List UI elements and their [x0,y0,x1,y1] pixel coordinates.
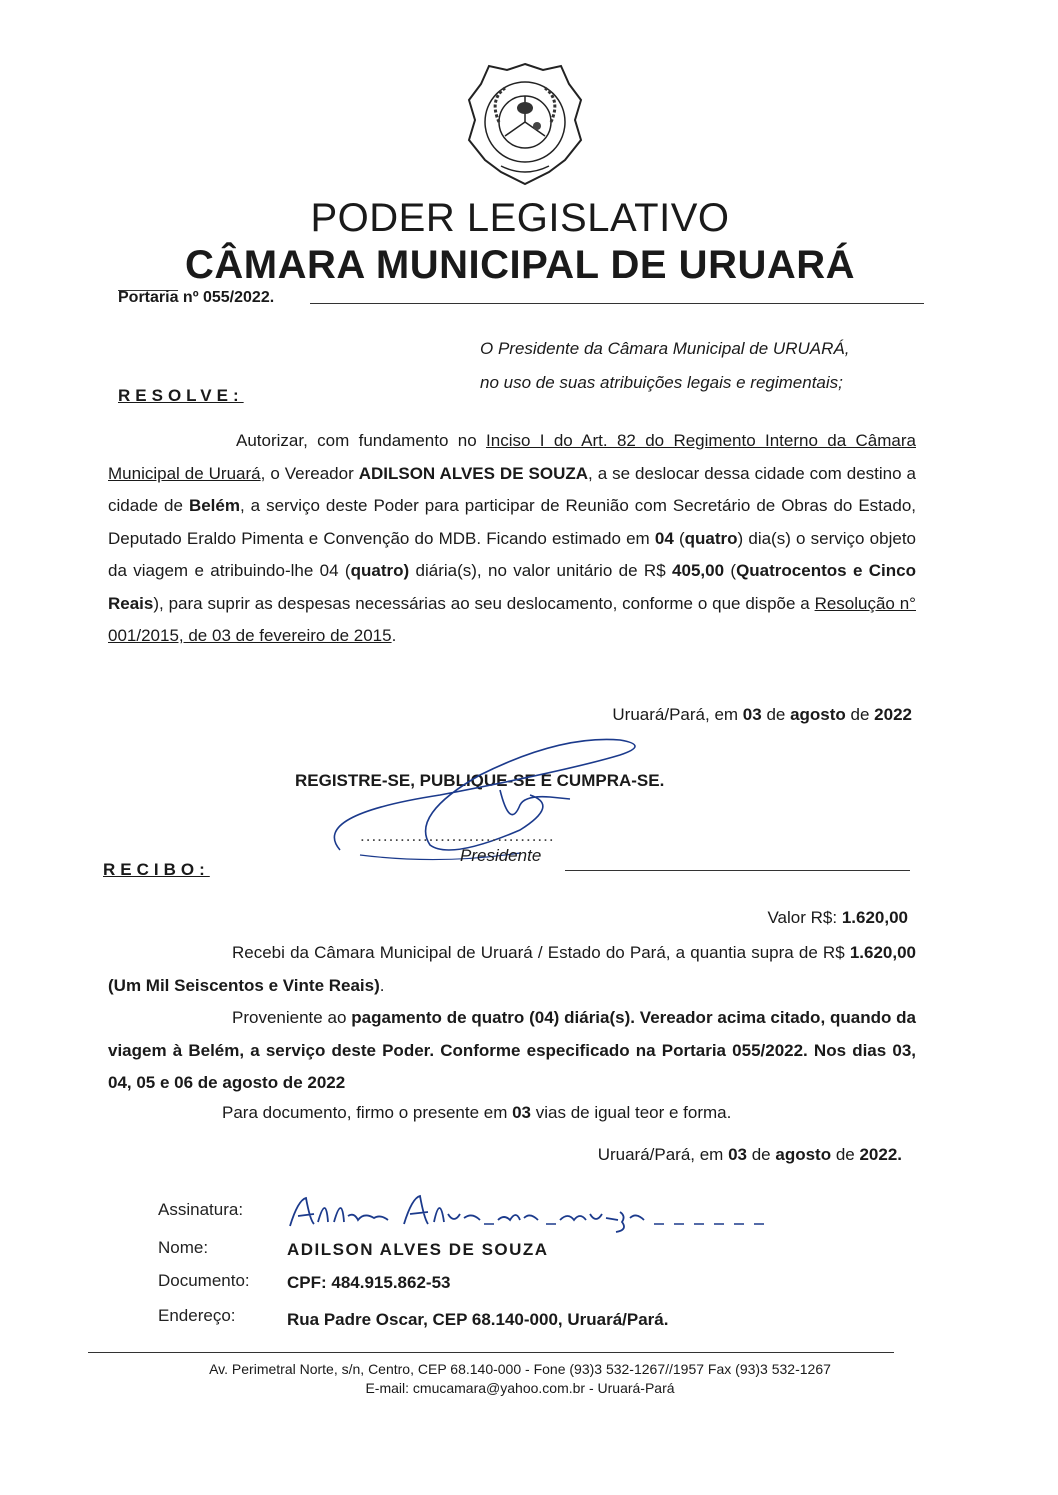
recibo-heading: RECIBO: [103,860,210,879]
documento-label: Documento: [158,1271,250,1290]
title-line1: PODER LEGISLATIVO [310,196,730,240]
nome-label: Nome: [158,1238,209,1257]
intro-text [480,332,920,400]
recibo-valor: Valor R$: 1.620,00 [767,908,908,927]
registre-text: REGISTRE-SE, PUBLIQUE-SE E CUMPRA-SE. [295,771,665,790]
unit-value: 405,00 [672,561,725,580]
documento-value: CPF: 484.915.862-53 [287,1273,451,1292]
municipal-seal [465,60,585,190]
intro-line2: no uso de suas atribuições legais e regimentais; [480,373,843,392]
footer-email: E-mail: cmucamara@yahoo.com.br - Uruará-Pará [365,1380,675,1396]
recibo-date: Uruará/Pará, em 03 de agosto de 2022. [597,1145,902,1164]
president-label: Presidente [460,846,542,865]
footer [100,1360,940,1398]
nome-value: ADILSON ALVES DE SOUZA [287,1240,549,1259]
resolve-paragraph: Autorizar, com fundamento no Inciso I do Art. 82 do Regimento Interno da Câmara Municipal de Uruará, o Vereador ADILSON ALVES DE SOUZA, a se deslocar dessa cidade com destino a cidade de Belém, a serviço deste Poder para participar de Reunião com Secretário de Obras do Estado, Deputado Eraldo Pimenta e Convenção do MDB. Ficando estimado em 04 (quatro) dia(s) o serviço objeto da viagem e atribuindo-lhe 04 (quatro) diária(s), no valor unitário de R$ 405,00 (Quatrocentos e Cinco Reais), para suprir as despesas necessárias ao seu deslocamento, conforme o que dispõe a Resolução n° 001/2015, de 03 de fevereiro de 2015. [108,431,917,645]
portaria-number: Portaria nº 055/2022. [118,289,275,306]
resolve-date: Uruará/Pará, em 03 de agosto de 2022 [612,705,912,724]
title-line2: CÂMARA MUNICIPAL DE URUARÁ [184,243,855,287]
recibo-paragraph-1: Recebi da Câmara Municipal de Uruará / Estado do Pará, a quantia supra de R$ 1.620,00 (Um Mil Seiscentos e Vinte Reais). [108,943,916,995]
endereco-label: Endereço: [158,1306,236,1325]
footer-address: Av. Perimetral Norte, s/n, Centro, CEP 68.140-000 - Fone (93)3 532-1267//1957 Fax (93)3 532-1267 [209,1361,831,1377]
recibo-paragraph-3: Para documento, firmo o presente em 03 vias de igual teor e forma. [222,1103,732,1122]
regimento-reference: Inciso I do Art. 82 do Regimento Interno da Câmara Municipal de Uruará [108,431,916,483]
resolve-heading: RESOLVE: [118,386,244,405]
intro-line1: O Presidente da Câmara Municipal de URUARÁ, [480,339,850,358]
footer-rule [88,1352,894,1353]
header-rule-right [310,303,924,304]
vereador-name: ADILSON ALVES DE SOUZA [358,463,589,483]
destination-city: Belém [188,496,240,515]
assinatura-label: Assinatura: [158,1200,244,1219]
recibo-paragraph-2: Proveniente ao pagamento de quatro (04) diária(s). Vereador acima citado, quando da viagem à Belém, a serviço deste Poder. Conforme especificado na Portaria 055/2022. Nos dias 03, 04, 05 e 06 de agosto de 2022 [108,1008,916,1092]
assinatura-signature [284,1190,774,1238]
signature-dots: .................................. [360,826,555,845]
president-line [565,870,910,871]
resolucao-reference: Resolução n° 001/2015, de 03 de fevereiro de 2015 [108,593,916,645]
endereco-value: Rua Padre Oscar, CEP 68.140-000, Uruará/Pará. [287,1310,669,1329]
